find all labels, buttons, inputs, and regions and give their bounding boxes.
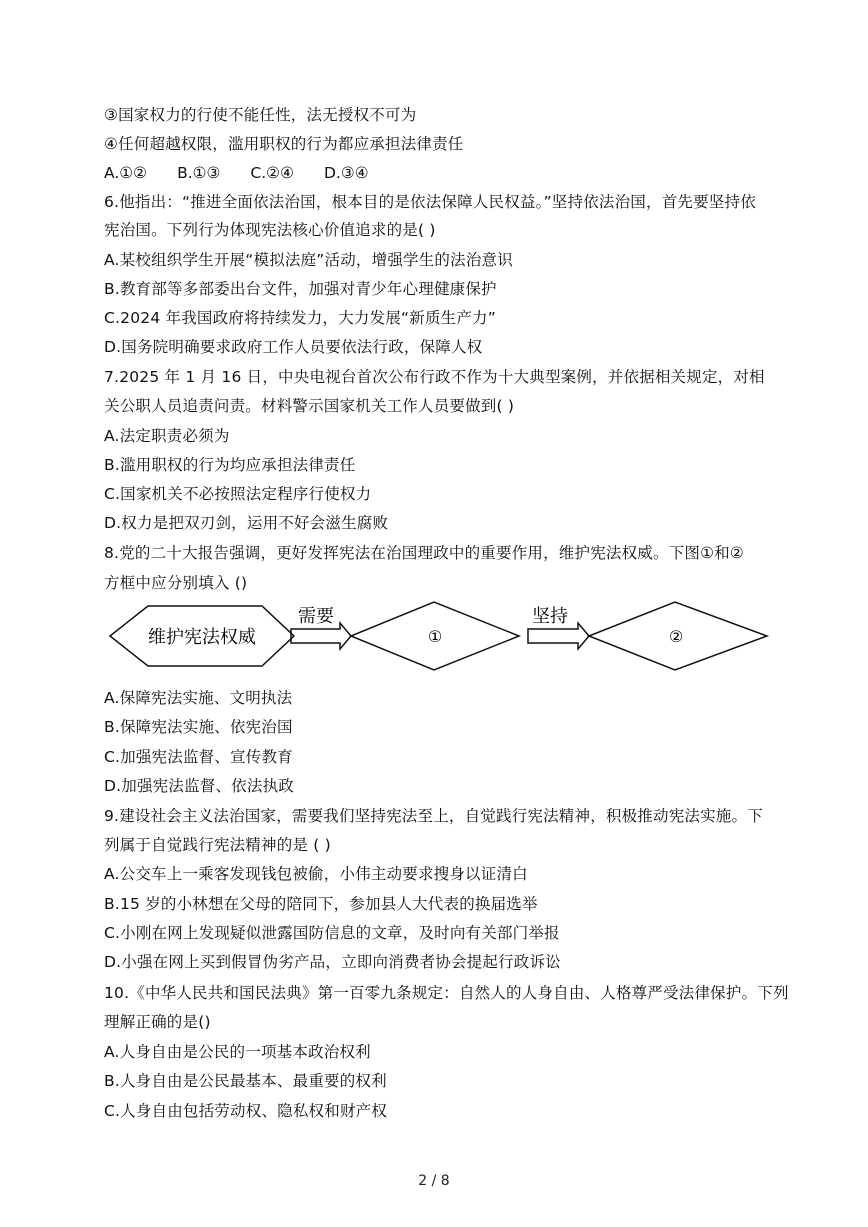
q10-option-b: B.人身自由是公民最基本、最重要的权利 — [104, 1072, 387, 1090]
q7-option-b: B.滥用职权的行为均应承担法律责任 — [104, 456, 356, 474]
q10-stem-line2: 理解正确的是() — [104, 1013, 211, 1031]
q6-option-a: A.某校组织学生开展“模拟法庭”活动，增强学生的法治意识 — [104, 251, 513, 269]
diagram-arrow-1-label: 需要 — [298, 606, 334, 627]
q9-option-c: C.小刚在网上发现疑似泄露国防信息的文章，及时向有关部门举报 — [104, 924, 560, 942]
q6-option-d: D.国务院明确要求政府工作人员要依法行政，保障人权 — [104, 338, 483, 356]
diagram-arrow-2-label: 坚持 — [532, 606, 568, 627]
q5-statement-4: ④任何超越权限，滥用职权的行为都应承担法律责任 — [104, 135, 464, 153]
q6-option-b: B.教育部等多部委出台文件，加强对青少年心理健康保护 — [104, 280, 497, 298]
q8-stem-line2: 方框中应分别填入 () — [104, 574, 248, 592]
q8-option-c: C.加强宪法监督、宣传教育 — [104, 748, 293, 766]
q9-option-a: A.公交车上一乘客发现钱包被偷，小伟主动要求搜身以证清白 — [104, 865, 528, 883]
q7-stem-line2: 关公职人员追责问责。材料警示国家机关工作人员要做到( ) — [104, 397, 515, 415]
q6-stem-line2: 宪治国。下列行为体现宪法核心价值追求的是( ) — [104, 221, 436, 239]
q8-option-a: A.保障宪法实施、文明执法 — [104, 689, 293, 707]
q9-stem-line2: 列属于自觉践行宪法精神的是 ( ) — [104, 836, 331, 854]
diagram-box-3-label: ② — [668, 627, 684, 646]
diagram-box-1-label: 维护宪法权威 — [148, 627, 256, 648]
q7-stem-line1: 7.2025 年 1 月 16 日，中央电视台首次公布行政不作为十大典型案例，并依据相关规定，对相 — [104, 368, 765, 386]
q5-options — [104, 163, 399, 183]
q10-option-a: A.人身自由是公民的一项基本政治权利 — [104, 1043, 371, 1061]
q7-option-d: D.权力是把双刃剑，运用不好会滋生腐败 — [104, 514, 389, 532]
q5-option-a: A.①② — [104, 164, 148, 182]
diagram-box-2-label: ① — [427, 627, 443, 646]
q8-option-b: B.保障宪法实施、依宪治国 — [104, 718, 293, 736]
q7-option-a: A.法定职责必须为 — [104, 427, 230, 445]
q8-flow-diagram — [104, 596, 774, 682]
q6-option-c: C.2024 年我国政府将持续发力，大力发展“新质生产力” — [104, 309, 496, 327]
q5-statement-3: ③国家权力的行使不能任性，法无授权不可为 — [104, 106, 417, 124]
q8-stem-line1: 8.党的二十大报告强调，更好发挥宪法在治国理政中的重要作用，维护宪法权威。下图①和② — [104, 544, 744, 562]
q7-option-c: C.国家机关不必按照法定程序行使权力 — [104, 485, 372, 503]
q9-option-b: B.15 岁的小林想在父母的陪同下，参加县人大代表的换届选举 — [104, 895, 538, 913]
q9-option-d: D.小强在网上买到假冒伪劣产品，立即向消费者协会提起行政诉讼 — [104, 953, 561, 971]
q5-option-d: D.③④ — [323, 164, 369, 182]
q5-option-c: C.②④ — [250, 164, 294, 182]
q8-option-d: D.加强宪法监督、依法执政 — [104, 777, 294, 795]
page-number: 2 / 8 — [418, 1173, 450, 1189]
q5-option-b: B.①③ — [177, 164, 221, 182]
q10-stem-line1: 10.《中华人民共和国民法典》第一百零九条规定：自然人的人身自由、人格尊严受法律保护。下列 — [104, 984, 789, 1002]
q10-option-c: C.人身自由包括劳动权、隐私权和财产权 — [104, 1102, 388, 1120]
q6-stem-line1: 6.他指出：“推进全面依法治国，根本目的是依法保障人民权益。”坚持依法治国，首先要坚持依 — [104, 193, 756, 211]
q9-stem-line1: 9.建设社会主义法治国家，需要我们坚持宪法至上，自觉践行宪法精神，积极推动宪法实施。下 — [104, 807, 763, 825]
